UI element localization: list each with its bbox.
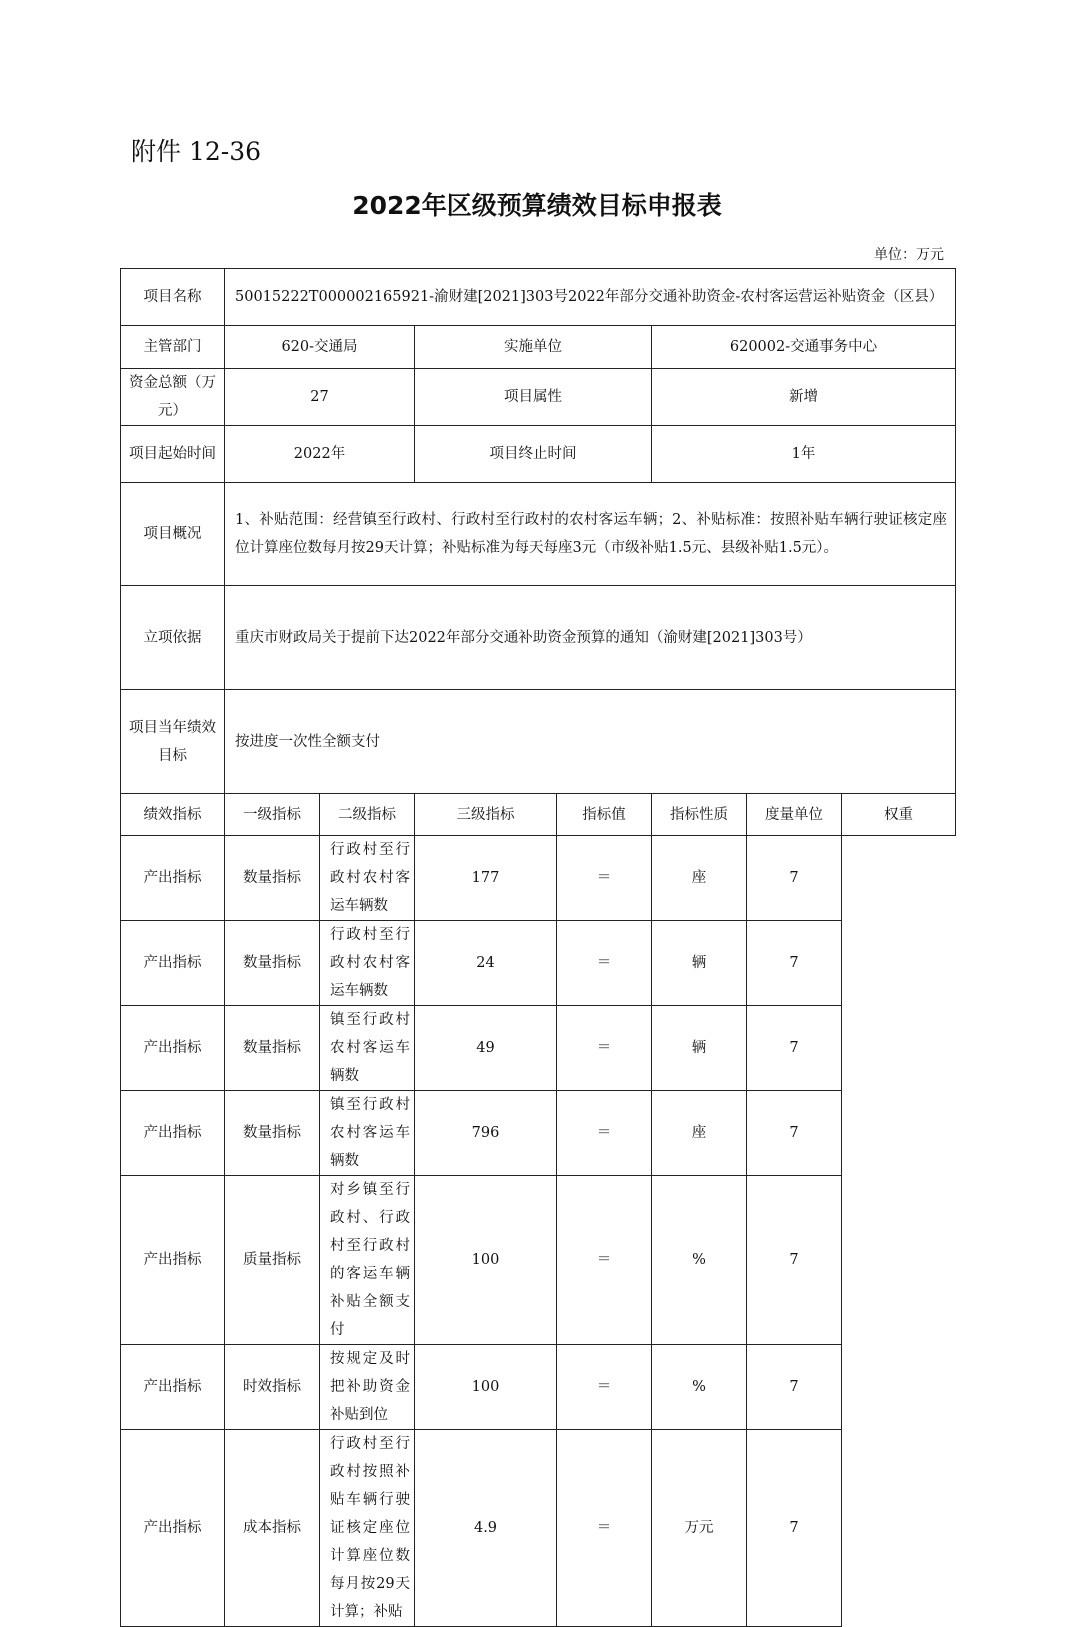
indicator-row [121, 1176, 956, 1345]
goal: 按进度一次性全额支付 [225, 690, 956, 794]
start: 2022年 [225, 426, 415, 483]
indicator-row [121, 1345, 956, 1430]
value-cell: 24 [415, 921, 557, 1006]
nature-cell: ＝ [557, 1091, 652, 1176]
value-cell: 49 [415, 1006, 557, 1091]
nature-cell: ＝ [557, 836, 652, 921]
weight-cell: 7 [747, 921, 842, 1006]
unit-cell: % [652, 1345, 747, 1430]
overview-label: 项目概况 [121, 483, 225, 586]
end: 1年 [652, 426, 956, 483]
level2-cell: 数量指标 [225, 921, 320, 1006]
weight-cell: 7 [747, 1345, 842, 1430]
perf-label: 绩效指标 [121, 794, 225, 836]
header-cell: 二级指标 [320, 794, 415, 836]
unit-cell: 辆 [652, 921, 747, 1006]
unit-label: 单位：万元 [874, 247, 944, 263]
nature-cell: ＝ [557, 921, 652, 1006]
project-name: 50015222T000002165921-渝财建[2021]303号2022年部分交通补助资金-农村客运营运补贴资金（区县） [225, 269, 956, 326]
nature-cell: ＝ [557, 1176, 652, 1345]
header-cell: 指标值 [557, 794, 652, 836]
level1-cell: 产出指标 [121, 1176, 225, 1345]
weight-cell: 7 [747, 1091, 842, 1176]
indicator-row [121, 836, 956, 921]
goal-label: 项目当年绩效目标 [121, 690, 225, 794]
unit-cell: 座 [652, 1091, 747, 1176]
header-cell: 度量单位 [747, 794, 842, 836]
level3-cell: 镇至行政村农村客运车辆数 [320, 1006, 415, 1091]
weight-cell: 7 [747, 1430, 842, 1627]
header-cell: 三级指标 [415, 794, 557, 836]
level1-cell: 产出指标 [121, 1430, 225, 1627]
indicator-row [121, 921, 956, 1006]
indicator-row [121, 1091, 956, 1176]
level1-cell: 产出指标 [121, 1345, 225, 1430]
weight-cell: 7 [747, 1176, 842, 1345]
level3-cell: 行政村至行政村农村客运车辆数 [320, 836, 415, 921]
header-cell: 指标性质 [652, 794, 747, 836]
basis: 重庆市财政局关于提前下达2022年部分交通补助资金预算的通知（渝财建[2021]303号） [225, 586, 956, 690]
indicator-header-row [121, 794, 956, 836]
level1-cell: 产出指标 [121, 921, 225, 1006]
level2-cell: 数量指标 [225, 1006, 320, 1091]
project-name-label: 项目名称 [121, 269, 225, 326]
dept-label: 主管部门 [121, 326, 225, 369]
value-cell: 100 [415, 1345, 557, 1430]
end-label: 项目终止时间 [415, 426, 652, 483]
unit-cell: % [652, 1176, 747, 1345]
nature-cell: ＝ [557, 1006, 652, 1091]
impl: 620002-交通事务中心 [652, 326, 956, 369]
dept: 620-交通局 [225, 326, 415, 369]
level3-cell: 镇至行政村农村客运车辆数 [320, 1091, 415, 1176]
weight-cell: 7 [747, 1006, 842, 1091]
value-cell: 100 [415, 1176, 557, 1345]
level2-cell: 时效指标 [225, 1345, 320, 1430]
indicator-row [121, 1006, 956, 1091]
attachment-number: 附件 12-36 [131, 137, 262, 166]
attr: 新增 [652, 369, 956, 426]
level3-cell: 行政村至行政村按照补贴车辆行驶证核定座位计算座位数每月按29天计算；补贴 [320, 1430, 415, 1627]
budget-table [120, 268, 956, 1627]
attr-label: 项目属性 [415, 369, 652, 426]
impl-label: 实施单位 [415, 326, 652, 369]
start-label: 项目起始时间 [121, 426, 225, 483]
header-cell: 一级指标 [225, 794, 320, 836]
value-cell: 177 [415, 836, 557, 921]
indicator-row [121, 1430, 956, 1627]
value-cell: 4.9 [415, 1430, 557, 1627]
unit-cell: 万元 [652, 1430, 747, 1627]
level2-cell: 质量指标 [225, 1176, 320, 1345]
nature-cell: ＝ [557, 1430, 652, 1627]
weight-cell: 7 [747, 836, 842, 921]
level2-cell: 数量指标 [225, 1091, 320, 1176]
overview: 1、补贴范围：经营镇至行政村、行政村至行政村的农村客运车辆；2、补贴标准：按照补贴车辆行驶证核定座位计算座位数每月按29天计算；补贴标准为每天每座3元（市级补贴1.5元、县级补贴1.5元）。 [225, 483, 956, 586]
level3-cell: 对乡镇至行政村、行政村至行政村的客运车辆补贴全额支付 [320, 1176, 415, 1345]
value-cell: 796 [415, 1091, 557, 1176]
level3-cell: 按规定及时把补助资金补贴到位 [320, 1345, 415, 1430]
level1-cell: 产出指标 [121, 1006, 225, 1091]
unit-cell: 座 [652, 836, 747, 921]
level3-cell: 行政村至行政村农村客运车辆数 [320, 921, 415, 1006]
level1-cell: 产出指标 [121, 836, 225, 921]
document-title: 2022年区级预算绩效目标申报表 [352, 191, 722, 220]
nature-cell: ＝ [557, 1345, 652, 1430]
header-cell: 权重 [842, 794, 956, 836]
level2-cell: 数量指标 [225, 836, 320, 921]
basis-label: 立项依据 [121, 586, 225, 690]
level2-cell: 成本指标 [225, 1430, 320, 1627]
level1-cell: 产出指标 [121, 1091, 225, 1176]
unit-cell: 辆 [652, 1006, 747, 1091]
fund-label: 资金总额（万元） [121, 369, 225, 426]
fund: 27 [225, 369, 415, 426]
